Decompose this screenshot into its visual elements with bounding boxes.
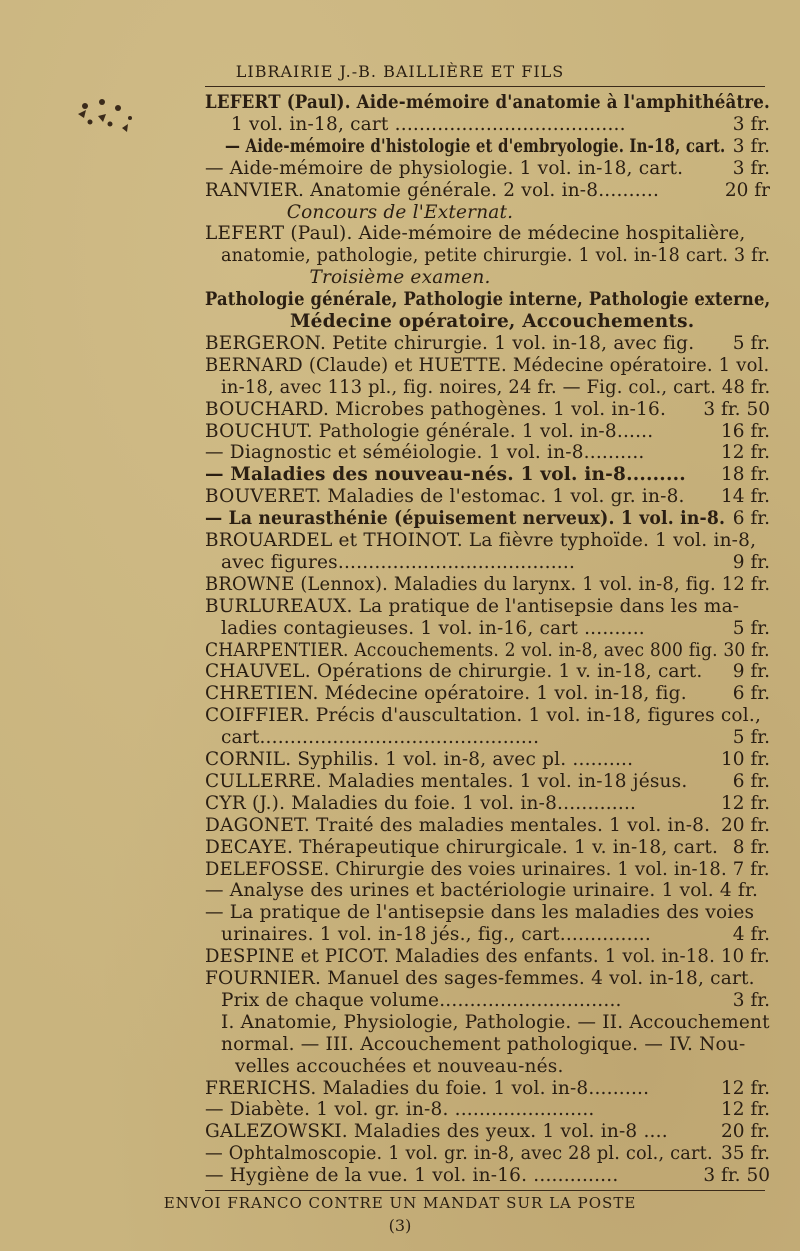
entry-price: 5 fr. bbox=[732, 727, 770, 749]
catalogue-entry: — Hygiène de la vue. 1 vol. in-16. .............. bbox=[205, 1165, 619, 1187]
entry-price: 12 fr. bbox=[721, 1077, 770, 1099]
entry-price: 3 fr. 50 bbox=[703, 1165, 770, 1187]
entry-price: 3 fr. bbox=[732, 157, 770, 179]
catalogue-entry: BERNARD (Claude) et HUETTE. Médecine opératoire. 1 vol. bbox=[205, 354, 770, 376]
catalogue-entry: — La pratique de l'antisepsie dans les maladies des voies bbox=[205, 902, 755, 924]
catalogue-entry: BROWNE (Lennox). Maladies du larynx. 1 vol. in-8, fig. 12 fr. bbox=[205, 573, 771, 595]
catalogue-entry: — Diabète. 1 vol. gr. in-8. ....................... bbox=[205, 1099, 595, 1121]
catalogue-entry: FRERICHS. Maladies du foie. 1 vol. in-8.......... bbox=[205, 1077, 650, 1099]
catalogue-entry: COIFFIER. Précis d'auscultation. 1 vol. in-18, figures col., bbox=[205, 705, 762, 727]
catalogue-entry: Pathologie générale, Pathologie interne, Pathologie externe, bbox=[205, 289, 771, 311]
page-number: (3) bbox=[388, 1216, 412, 1235]
catalogue-entry: CORNIL. Syphilis. 1 vol. in-8, avec pl. .......... bbox=[205, 749, 634, 770]
entry-price: 14 fr. bbox=[721, 486, 770, 508]
catalogue-entry: — Aide-mémoire d'histologie et d'embryologie. In-18, cart. bbox=[225, 135, 726, 157]
catalogue-entry: CHRETIEN. Médecine opératoire. 1 vol. in-18, fig. bbox=[205, 683, 687, 705]
entry-price: 3 fr. bbox=[732, 989, 770, 1011]
entry-price: 16 fr. bbox=[721, 420, 770, 442]
catalogue-entry: BOUCHARD. Microbes pathogènes. 1 vol. in-16. bbox=[205, 398, 667, 420]
catalogue-entry: LEFERT (Paul). Aide-mémoire d'anatomie à l'amphithéâtre. bbox=[205, 92, 770, 113]
catalogue-entry: CYR (J.). Maladies du foie. 1 vol. in-8............. bbox=[205, 792, 637, 814]
entry-price: 9 fr. bbox=[732, 661, 770, 683]
entry-price: 12 fr. bbox=[721, 1099, 770, 1121]
entry-price: 35 fr. bbox=[721, 1143, 770, 1165]
catalogue-entry: BOUVERET. Maladies de l'estomac. 1 vol. gr. in-8. bbox=[205, 486, 685, 508]
section-heading: Troisième examen. bbox=[309, 267, 491, 289]
catalogue-entry: CHAUVEL. Opérations de chirurgie. 1 v. in-18, cart. bbox=[205, 661, 703, 683]
catalogue-entry: DELEFOSSE. Chirurgie des voies urinaires. 1 vol. in-18. 7 fr. bbox=[205, 858, 770, 880]
catalogue-entry: cart.............................................. bbox=[221, 727, 540, 749]
catalogue-entry: — La neurasthénie (épuisement nerveux). 1 vol. in-8. bbox=[205, 508, 726, 530]
entry-price: 20 fr. bbox=[721, 814, 770, 836]
entry-price: 3 fr. bbox=[732, 113, 770, 135]
catalogue-entry: BERGERON. Petite chirurgie. 1 vol. in-18, avec fig. bbox=[205, 332, 695, 354]
entry-price: 9 fr. bbox=[732, 551, 770, 573]
catalogue-entry: Médecine opératoire, Accouchements. bbox=[290, 311, 695, 332]
catalogue-entry: urinaires. 1 vol. in-18 jés., fig., cart............... bbox=[221, 924, 651, 946]
entry-price: 20 fr bbox=[724, 179, 770, 201]
catalogue-entry: DECAYE. Thérapeutique chirurgicale. 1 v. in-18, cart. bbox=[205, 836, 719, 858]
catalogue-entry: BROUARDEL et THOINOT. La fièvre typhoïde. 1 vol. in-8, bbox=[205, 530, 757, 551]
entry-price: 8 fr. bbox=[732, 836, 770, 858]
entry-price: 18 fr. bbox=[721, 464, 770, 486]
entry-price: 20 fr. bbox=[721, 1121, 770, 1143]
entry-price: 12 fr. bbox=[721, 792, 770, 814]
catalogue-entry: DAGONET. Traité des maladies mentales. 1 vol. in-8. bbox=[205, 814, 711, 836]
catalogue-entry: in-18, avec 113 pl., fig. noires, 24 fr. — Fig. col., cart. 48 fr. bbox=[221, 376, 771, 398]
entry-price: 5 fr. bbox=[732, 617, 770, 639]
catalogue-entry: GALEZOWSKI. Maladies des yeux. 1 vol. in-8 .... bbox=[205, 1121, 668, 1143]
section-heading: Concours de l'Externat. bbox=[286, 201, 514, 223]
entry-price: 12 fr. bbox=[721, 442, 770, 464]
catalogue-entry: LEFERT (Paul). Aide-mémoire de médecine hospitalière, bbox=[205, 223, 746, 245]
entry-price: 4 fr. bbox=[732, 924, 770, 946]
entry-price: 5 fr. bbox=[732, 332, 770, 354]
catalogue-entry: velles accouchées et nouveau-nés. bbox=[235, 1055, 564, 1077]
entry-price: 6 fr. bbox=[732, 770, 770, 792]
catalogue-entry: FOURNIER. Manuel des sages-femmes. 4 vol. in-18, cart. bbox=[205, 968, 755, 989]
entry-price: 3 fr. 50 bbox=[703, 398, 770, 420]
header-rule bbox=[205, 86, 765, 87]
catalogue-entry: — Ophtalmoscopie. 1 vol. gr. in-8, avec 28 pl. col., cart. bbox=[205, 1143, 713, 1165]
catalogue-entry: — Analyse des urines et bactériologie urinaire. 1 vol. 4 fr. bbox=[205, 880, 759, 902]
page-header: LIBRAIRIE J.-B. BAILLIÈRE ET FILS bbox=[235, 62, 565, 81]
entry-price: 6 fr. bbox=[732, 508, 770, 530]
catalogue-entry: — Aide-mémoire de physiologie. 1 vol. in-18, cart. bbox=[205, 157, 684, 179]
entry-price: 6 fr. bbox=[732, 683, 770, 705]
catalogue-entry: anatomie, pathologie, petite chirurgie. 1 vol. in-18 cart. 3 fr. bbox=[221, 245, 771, 267]
catalogue-entry: DESPINE et PICOT. Maladies des enfants. 1 vol. in-18. 10 fr. bbox=[205, 946, 770, 968]
catalogue-entry: avec figures....................................... bbox=[221, 551, 576, 573]
catalogue-entry: BURLUREAUX. La pratique de l'antisepsie dans les ma- bbox=[205, 595, 740, 617]
catalogue-entry: Prix de chaque volume.............................. bbox=[221, 989, 622, 1011]
catalogue-entry: — Diagnostic et séméiologie. 1 vol. in-8.......... bbox=[205, 442, 645, 464]
catalogue-entry: CULLERRE. Maladies mentales. 1 vol. in-18 jésus. bbox=[205, 770, 688, 792]
page-footer: ENVOI FRANCO CONTRE UN MANDAT SUR LA POSTE bbox=[163, 1194, 637, 1212]
catalogue-entry: 1 vol. in-18, cart ...................................... bbox=[231, 113, 626, 135]
catalogue-entry: — Maladies des nouveau-nés. 1 vol. in-8......... bbox=[205, 464, 686, 486]
catalogue-entry: RANVIER. Anatomie générale. 2 vol. in-8.......... bbox=[205, 179, 660, 201]
catalogue-entry: ladies contagieuses. 1 vol. in-16, cart .......... bbox=[221, 617, 645, 639]
catalogue-entry: I. Anatomie, Physiologie, Pathologie. — II. Accouchement bbox=[221, 1011, 770, 1033]
catalogue-entry: CHARPENTIER. Accouchements. 2 vol. in-8, avec 800 fig. 30 fr. bbox=[205, 639, 770, 661]
footer-rule bbox=[205, 1190, 765, 1191]
entry-price: 3 fr. bbox=[732, 135, 770, 157]
catalogue-entry: normal. — III. Accouchement pathologique. — IV. Nou- bbox=[221, 1033, 746, 1055]
catalogue-entry: BOUCHUT. Pathologie générale. 1 vol. in-8...... bbox=[205, 420, 654, 442]
entry-price: 10 fr. bbox=[721, 749, 770, 770]
ornament-icon bbox=[70, 88, 180, 138]
